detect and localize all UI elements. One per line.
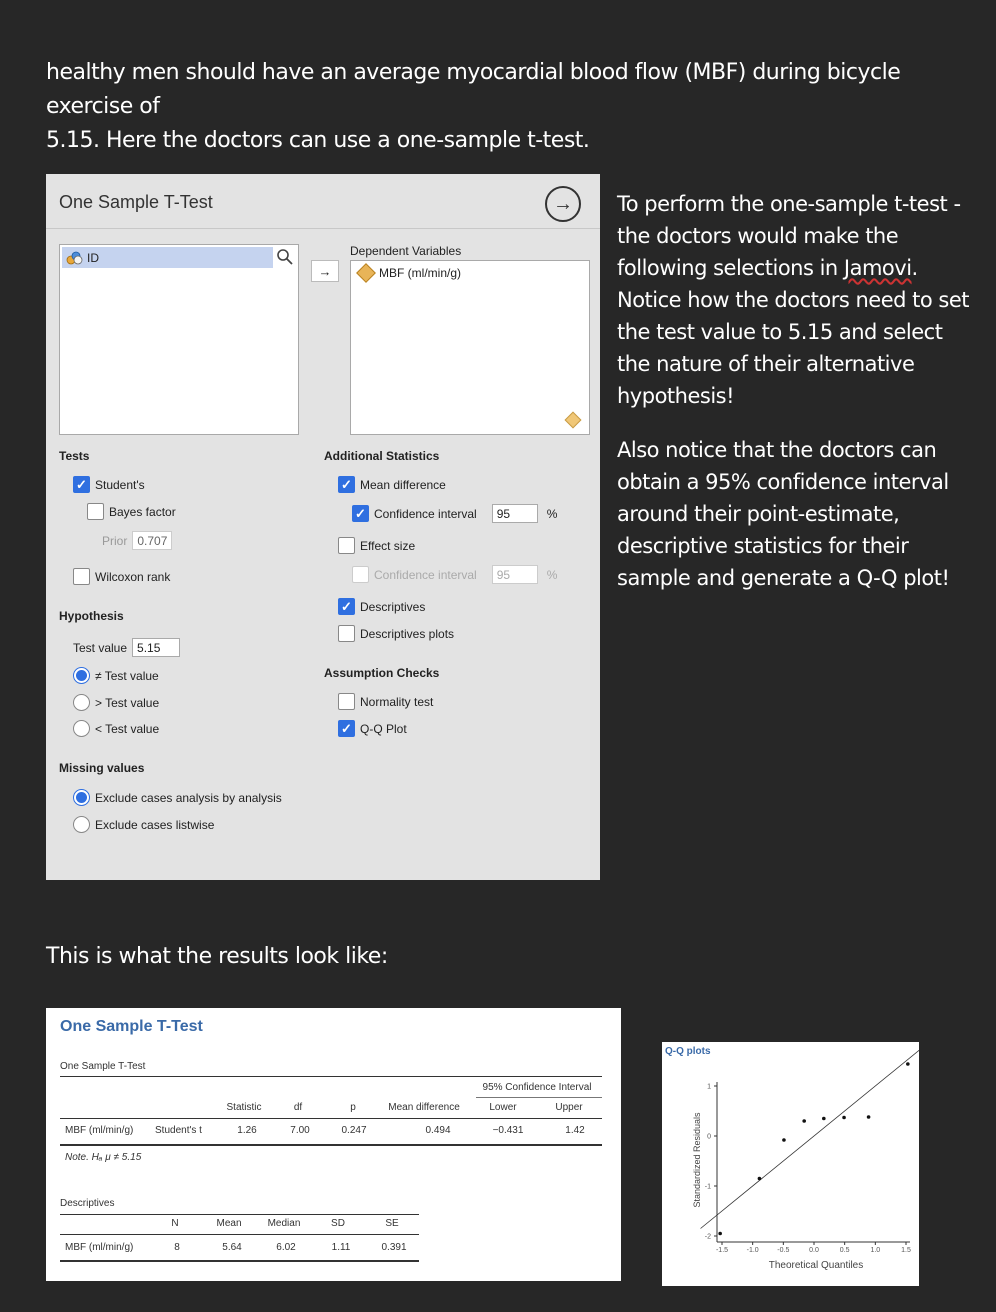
header-rule bbox=[60, 1118, 602, 1119]
dependent-variable-label: MBF (ml/min/g) bbox=[379, 266, 461, 280]
reference-line bbox=[701, 1044, 919, 1229]
table-top-rule bbox=[60, 1076, 602, 1077]
dependent-variables-label: Dependent Variables bbox=[350, 244, 462, 258]
effect-size-checkbox[interactable]: Effect size bbox=[338, 537, 415, 554]
data-point bbox=[782, 1138, 786, 1142]
ci-header: 95% Confidence Interval bbox=[482, 1082, 592, 1093]
x-tick-label: 0.0 bbox=[809, 1247, 819, 1254]
hypothesis-less-radio[interactable]: < Test value bbox=[73, 720, 159, 737]
desc-top-rule bbox=[60, 1214, 419, 1215]
x-tick-label: -1.0 bbox=[746, 1247, 759, 1254]
hypothesis-header: Hypothesis bbox=[59, 609, 124, 623]
additional-statistics-header: Additional Statistics bbox=[324, 449, 440, 463]
test-value-row: Test value 5.15 bbox=[73, 638, 180, 657]
intro-line-2: 5.15. Here the doctors can use a one-sample t-test. bbox=[46, 128, 590, 153]
tests-header: Tests bbox=[59, 449, 90, 463]
ci-header-rule bbox=[476, 1097, 602, 1098]
col-p: p bbox=[350, 1102, 356, 1113]
y-tick-label: -2 bbox=[704, 1233, 711, 1241]
data-point bbox=[842, 1116, 846, 1120]
desc-col-mean: Mean bbox=[216, 1218, 242, 1229]
y-tick-label: 0 bbox=[707, 1133, 711, 1141]
side-paragraph-1: To perform the one-sample t-test - the doctors would make the following selections in Jamovi. Notice how the doctors need to set the test value to 5.15 and select the nature of their alternative hypothesis! bbox=[617, 192, 969, 408]
data-point bbox=[822, 1117, 826, 1121]
desc-bottom-rule bbox=[60, 1260, 419, 1262]
hypothesis-not-equal-radio[interactable]: ≠ Test value bbox=[73, 667, 159, 684]
intro-line-1: healthy men should have an average myocardial blood flow (MBF) during bicycle exercise of bbox=[46, 60, 901, 119]
descriptives-plots-checkbox[interactable]: Descriptives plots bbox=[338, 625, 454, 642]
col-lower: Lower bbox=[489, 1102, 517, 1113]
desc-col-median: Median bbox=[267, 1218, 301, 1229]
descriptives-checkbox[interactable]: ✓ Descriptives bbox=[338, 598, 425, 615]
dependent-variables-list[interactable] bbox=[350, 260, 590, 435]
desc-col-se: SE bbox=[385, 1218, 399, 1229]
jamovi-word: Jamovi bbox=[843, 256, 912, 280]
data-point bbox=[867, 1115, 871, 1119]
ci-level-input[interactable]: 95 bbox=[492, 504, 538, 523]
x-tick-label: 1.0 bbox=[870, 1247, 881, 1254]
exclude-analysis-radio[interactable]: Exclude cases analysis by analysis bbox=[73, 789, 282, 806]
arrow-right-icon: → bbox=[318, 263, 332, 279]
side-explanation bbox=[617, 188, 977, 594]
students-checkbox[interactable]: ✓ Student's bbox=[73, 476, 145, 493]
data-point bbox=[802, 1119, 806, 1123]
arrow-right-icon: → bbox=[553, 192, 573, 215]
panel-divider bbox=[46, 228, 600, 229]
variable-item-label: ID bbox=[87, 250, 99, 265]
results-heading: This is what the results look like: bbox=[46, 944, 388, 969]
col-statistic: Statistic bbox=[226, 1102, 262, 1113]
continuous-variable-icon bbox=[356, 263, 376, 283]
qq-plot-title: Q-Q plots bbox=[665, 1046, 711, 1057]
qq-plot-panel bbox=[662, 1042, 919, 1286]
x-tick-label: -1.5 bbox=[715, 1247, 729, 1254]
variable-list[interactable] bbox=[59, 244, 299, 435]
col-df: df bbox=[293, 1102, 303, 1113]
desc-header-rule bbox=[60, 1234, 419, 1235]
nominal-variable-icon bbox=[66, 251, 84, 265]
col-upper: Upper bbox=[555, 1102, 583, 1113]
effect-size-ci-checkbox[interactable]: Confidence interval 95 % bbox=[352, 565, 557, 584]
x-axis-label: Theoretical Quantiles bbox=[768, 1260, 864, 1271]
run-arrow-button[interactable] bbox=[545, 186, 581, 222]
data-point bbox=[758, 1177, 762, 1181]
desc-col-n: N bbox=[171, 1218, 179, 1229]
qq-plot-checkbox[interactable]: ✓ Q-Q Plot bbox=[338, 720, 407, 737]
table-bottom-rule bbox=[60, 1144, 602, 1146]
search-icon[interactable] bbox=[276, 248, 294, 266]
desc-col-sd: SD bbox=[331, 1218, 345, 1229]
bayes-factor-checkbox[interactable]: Bayes factor bbox=[87, 503, 176, 520]
col-mean-difference: Mean difference bbox=[388, 1102, 460, 1113]
variable-item-id[interactable] bbox=[62, 247, 273, 268]
exclude-listwise-radio[interactable]: Exclude cases listwise bbox=[73, 816, 214, 833]
confidence-interval-checkbox[interactable]: ✓ Confidence interval 95 % bbox=[352, 504, 557, 523]
wilcoxon-checkbox[interactable]: Wilcoxon rank bbox=[73, 568, 170, 585]
panel-title: One Sample T-Test bbox=[59, 192, 213, 212]
test-value-input[interactable]: 5.15 bbox=[132, 638, 180, 657]
table-note: Note. Hₐ μ ≠ 5.15 bbox=[65, 1152, 142, 1163]
results-panel: One Sample T-Test One Sample T-Test 95% Confidence Interval Statistic df p Mean difference Lower Upper MBF (ml/min/g) Student's t 1.26 7.00 0.247 0.494 −0.431 1.42 Note. Hₐ μ ≠ 5.15 Descriptives N Mean Median SD SE MBF (ml/min/g) 8 5.64 6.02 1.11 0.391 bbox=[46, 1008, 621, 1281]
x-tick-label: 1.5 bbox=[901, 1247, 911, 1254]
x-tick-label: -0.5 bbox=[777, 1247, 790, 1254]
descriptives-title: Descriptives bbox=[60, 1198, 115, 1209]
mean-difference-checkbox[interactable]: ✓ Mean difference bbox=[338, 476, 446, 493]
missing-values-header: Missing values bbox=[59, 761, 145, 775]
side-paragraph-2: Also notice that the doctors can obtain a 95% confidence interval around their point-estimate, descriptive statistics for their sample and generate a Q-Q plot! bbox=[617, 438, 950, 590]
intro-text bbox=[46, 56, 966, 158]
data-point bbox=[718, 1232, 722, 1236]
y-tick-label: -1 bbox=[704, 1183, 711, 1191]
x-tick-label: 0.5 bbox=[839, 1247, 850, 1254]
move-variable-button[interactable] bbox=[311, 260, 339, 282]
y-tick-label: 1 bbox=[707, 1083, 711, 1091]
dependent-variable-item[interactable] bbox=[359, 266, 461, 280]
normality-test-checkbox[interactable]: Normality test bbox=[338, 693, 433, 710]
results-title: One Sample T-Test bbox=[60, 1018, 203, 1035]
assumption-checks-header: Assumption Checks bbox=[324, 666, 440, 680]
options-panel bbox=[46, 174, 600, 880]
prior-row: Prior 0.707 bbox=[102, 531, 172, 550]
ttest-table-title: One Sample T-Test bbox=[60, 1061, 146, 1072]
effect-size-ci-input[interactable]: 95 bbox=[492, 565, 538, 584]
qq-plot-chart bbox=[662, 1042, 919, 1286]
hypothesis-greater-radio[interactable]: > Test value bbox=[73, 694, 159, 711]
prior-input[interactable]: 0.707 bbox=[132, 531, 172, 550]
y-axis-label: Standardized Residuals bbox=[692, 1112, 702, 1208]
continuous-variable-icon bbox=[565, 412, 582, 429]
data-point bbox=[906, 1062, 910, 1066]
